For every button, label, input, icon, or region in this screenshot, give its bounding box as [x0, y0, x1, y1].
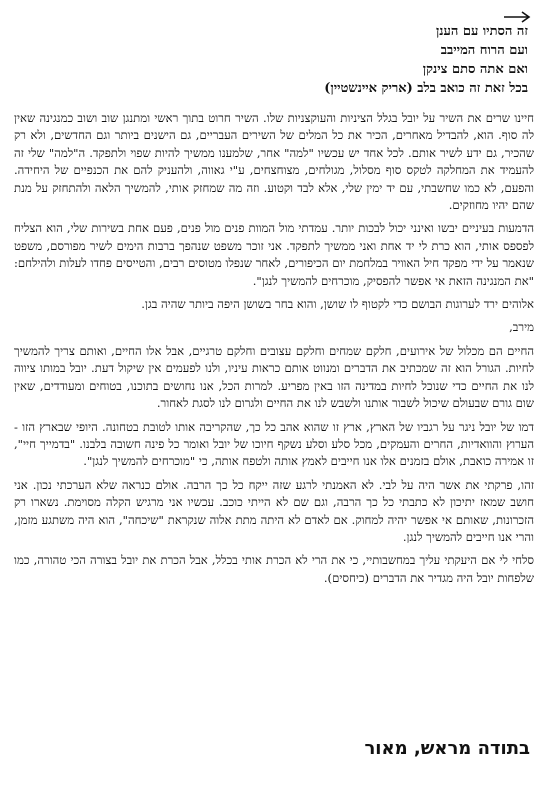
paragraph: החיים הם מכלול של אירועים, חלקם שמחים וחלקם עצובים וחלקם טרגיים, אבל אלו החיים, ואותם צריך להמשיך לחיות. הגורל הוא זה שמכתיב את הדברים ומנווט אותם כראות עיניו, ולנו לפעמים אין שיקול דעת. יובל במותו ציווה לנו את החיים כדי שנוכל לחיות במדינה הזו באין מפריע. למרות הכל, אנו נחושים בתוכנו, בטוחים ומעודדים, שאין שום גורם שבעולם שיכול לשבור אותנו ולשבש לנו את החיים ולגרום לנו לסגת לאחור. — [14, 343, 534, 411]
paragraph: זהו, פרקתי את אשר היה על לבי. לא האמנתי לרגע שזה ייקח כל כך הרבה. אולם כנראה שלא הערכתי נכון. אני חושב שמאז יתיכון לא כתבתי כל כך הרבה, וגם שם לא הייתי כוכב. עכשיו אני מרגיש הקלה מסוימת. נשארו רק הזכרונות, שאותם אי אפשר יהיה למחוק. אם לאדם לא היתה מתת אלוה שנקראת "שיכחה", הוא היה משתגע מזמן, והרי אנו חייבים להמשיך לנגן. — [14, 477, 534, 544]
letter-body — [14, 110, 534, 593]
poem-line: ואם אתה סתם צינקן — [422, 62, 528, 77]
paragraph: הדמעות בעיניים יבשו ואינני יכול לבכות יותר. עמדתי מול המוות פנים מול פנים, פעם אחת בשירות שלי, הוא הצליח לפספס אותי, הוא כרת לי יד אחת ואני ממשיך לתפקד. אני זוכר משפט שנהפך ברבות הימים לשיר מפורסם, משפט שנאמר על ידי מפקד חיל האוויר במלחמת יום הכיפורים, לאחר שנפלו מטוסים רבים, והטייסים פחדו לעלות ולהילחם: "את המנגינה הזאת אי אפשר להפסיק, מוכרחים להמשיך לנגן". — [14, 221, 534, 288]
poem-line: בכל זאת זה כואב בלב (אריק איינשטיין) — [324, 81, 528, 96]
paragraph: חיינו שרים את השיר על יובל בגלל הציניות והעוקצניות שלו. השיר חרוט בתוך ראשי ומתנגן שוב ושוב כמנגינה שאין לה סוף. הוא, להבדיל מאחרים, הכיר את כל המלים של השירים העבריים, גם הישנים ביותר וגם החדשים, ולא רק שהכיר, גם ידע לשיר אותם. לכל אחד יש עכשיו "למה" אחר, שלמענו ממשיך להיות שפוי ולתפקד. ה"למה" שלי זה להעמיד את המחלקה לטקס סוף מסלול, מגולחים, מצוחצחים, ע"י גאווה, ולהעניק להם את הכנפיים של היחידה. והפעם, לא כמו שחשבתי, עם יד ימין שלי, אלא לבד וקטוע. וזה מה שמחזק אותי, להמשיך הלאה ולהתחזק על מנת שהם יהיו מחוזקים. — [14, 111, 534, 213]
paragraph: אלוהים ירד לערוגות הבושם כדי לקטוף לו שושן, והוא בחר בשושן היפה ביותר שהיה בגן. — [141, 297, 534, 312]
poem-quote — [208, 22, 528, 98]
salutation: מירב, — [509, 320, 534, 335]
signature: בתודה מראש, מאור — [364, 738, 530, 759]
paragraph: דמו של יובל ניגר על רגביו של הארץ, ארץ זו שהוא אהב כל כך, שהקריבה אותו לטובת בטחונה. היופי שבארץ הזו - הערוץ והוואדיות, החרים והעמקים, מכל סלע וסלע נשקף חיוכו של יובל ואומר כל פינה חשובה בלבנו. "בדמייך חיי", זו אמירה כואבת, אולם בזמנים אלו אנו חייבים לאמץ אותה ולטפח אותה, כי "מוכרחים להמשיך לנגן". — [14, 419, 534, 469]
poem-line: זה הסתיו עם הענן — [435, 24, 528, 39]
paragraph: סלחי לי אם היעקתי עליך במחשבותיי, כי את הרי לא הכרת אותי בכלל, אבל הכרת את יובל בצורה הכי טהורה, כמו שלפחות יובל היה מגדיר את הדברים (כיחסים). — [14, 553, 534, 585]
poem-line: ועם הרוח המייבב — [440, 43, 528, 58]
